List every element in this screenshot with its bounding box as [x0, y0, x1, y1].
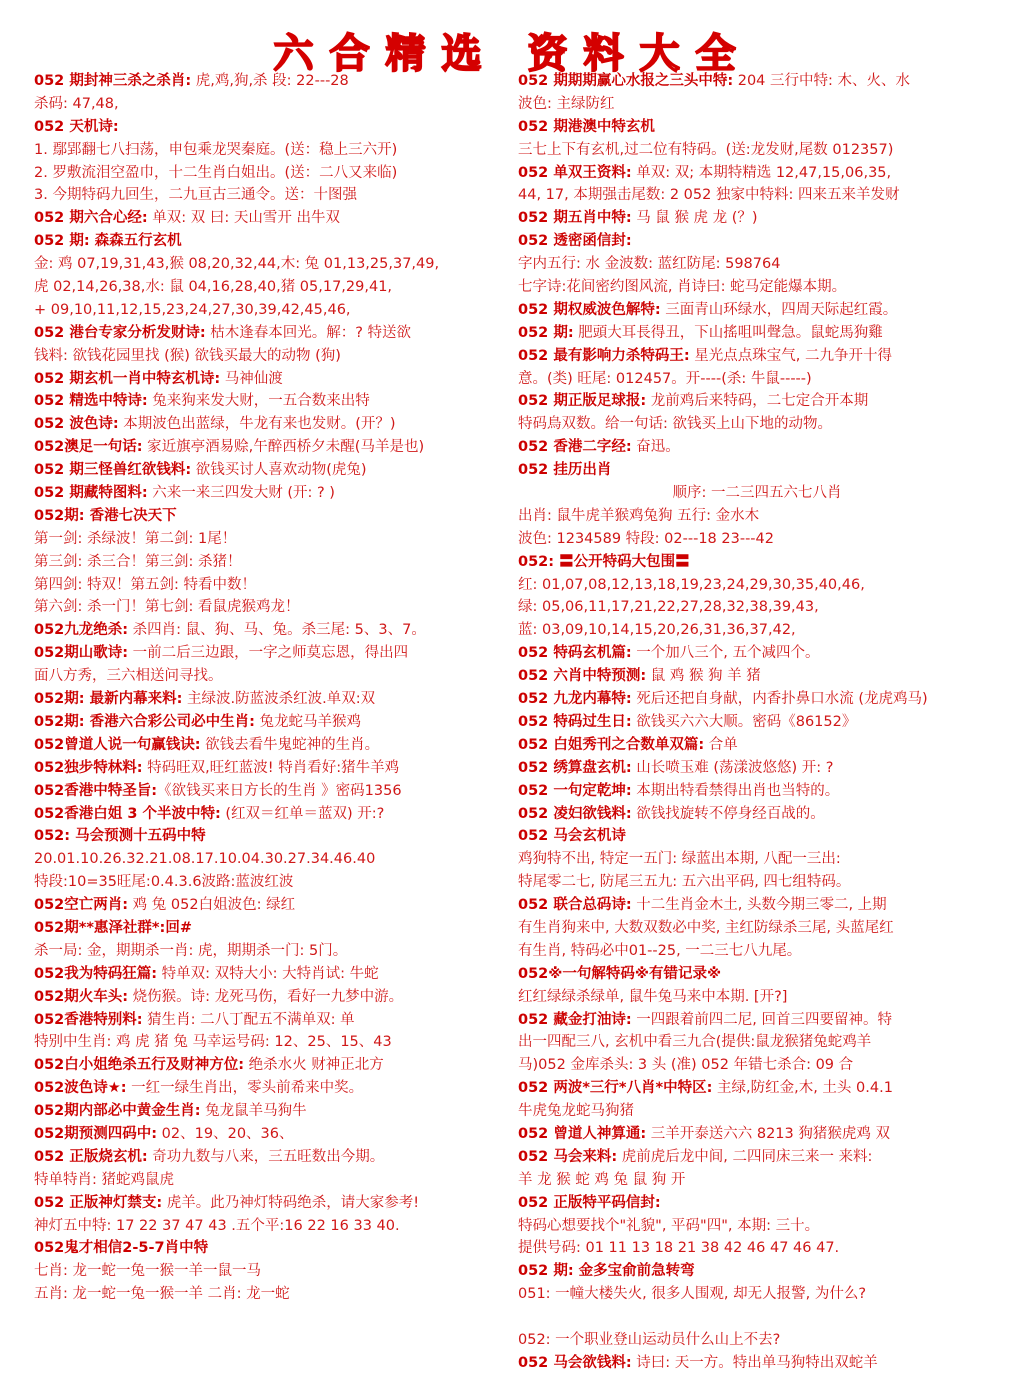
right-line: [518, 734, 996, 757]
line-heading: 052 马会玄机诗: [518, 828, 626, 845]
left-line: [34, 162, 512, 185]
line-heading: 052 香港二字经:: [518, 439, 632, 456]
line-text: 一红一绿生肖出，零头前希来中奖。: [126, 1080, 364, 1097]
line-text: 虎 02,14,26,38,水: 鼠 04,16,28,40,猪 05,17,29,41,: [34, 279, 393, 296]
left-line: [34, 184, 512, 207]
left-line: [34, 574, 512, 597]
right-line: [518, 1100, 996, 1123]
right-line: [518, 368, 996, 391]
right-line: [518, 1077, 996, 1100]
left-line: [34, 1215, 512, 1238]
right-line: [518, 1054, 996, 1077]
line-text: 五肖: 龙一蛇一兔一猴一羊 二肖: 龙一蛇: [34, 1286, 290, 1303]
right-line: [518, 390, 996, 413]
line-text: 鸡 兔 052白姐波色: 绿红: [128, 897, 296, 914]
right-line: [518, 665, 996, 688]
line-heading: 052期火车头:: [34, 988, 129, 1005]
right-line: [518, 459, 996, 482]
line-heading: 052 藏金打油诗:: [518, 1011, 632, 1028]
line-heading: 052期: 香港七决天下: [34, 507, 177, 524]
left-line: [34, 642, 512, 665]
line-text: 本期出特看禁得出肖也当特的。: [631, 782, 840, 799]
left-line: [34, 825, 512, 848]
page-title: 六合精选 资料大全: [273, 30, 752, 77]
line-text: 诗曰: 天一方。特出单马狗特出双蛇羊: [631, 1354, 878, 1371]
line-text: 《欲钱买来日方长的生肖 》密码1356: [157, 782, 402, 799]
left-line: [34, 436, 512, 459]
line-heading: 052: 马会预测十五码中特: [34, 828, 206, 845]
line-text: 红红绿绿杀绿单, 鼠牛兔马来中本期. [开?]: [518, 988, 788, 1005]
line-heading: 052期**惠泽社群*:回#: [34, 919, 192, 936]
line-text: 龙前鸡后来特码，二七定合开本期: [646, 393, 869, 410]
left-line: [34, 1260, 512, 1283]
line-text: 绝杀水火 财神正北方: [244, 1057, 384, 1074]
line-text: 出一四配三八, 玄机中看三九合(提供:鼠龙猴猪兔蛇鸡羊: [518, 1034, 872, 1051]
right-line: [518, 848, 996, 871]
line-text: 兔龙蛇马羊猴鸡: [254, 713, 362, 730]
line-heading: 052 白姐秀刊之合数单双篇:: [518, 736, 705, 753]
right-line: [518, 1352, 996, 1375]
line-text: 杀一局: 金，期期杀一肖: 虎，期期杀一门: 5门。: [34, 942, 348, 959]
right-line: [518, 528, 996, 551]
right-line: [518, 413, 996, 436]
right-line: [518, 1123, 996, 1146]
line-text: 提供号码: 01 11 13 18 21 38 42 46 47 46 47.: [518, 1240, 840, 1257]
line-heading: 052 六肖中特预测:: [518, 668, 647, 685]
left-line: [34, 345, 512, 368]
line-text: 肥頭大耳長得丑，下山搖咀叫聲急。鼠蛇馬狗雞: [573, 324, 883, 341]
right-line: [518, 70, 996, 93]
line-heading: 052鬼才相信2-5-7肖中特: [34, 1240, 209, 1257]
line-text: 牛虎兔龙蛇马狗猪: [518, 1103, 634, 1120]
line-text: 有生肖狗来中, 大数双数必中奖, 主红防绿杀三尾, 头蓝尾红: [518, 919, 894, 936]
line-text: 1. 鄢郢翻七八扫荡，申包乘龙哭秦庭。(送：稳上三六开): [34, 141, 398, 158]
line-heading: 052 期玄机一肖中特玄机诗:: [34, 370, 221, 387]
line-text: 兔来狗来发大财，一五合数来出特: [147, 393, 370, 410]
left-line: [34, 551, 512, 574]
line-text: 杀四肖: 鼠、狗、马、兔。杀三尾: 5、3、7。: [128, 622, 426, 639]
left-line: [34, 230, 512, 253]
line-text: 3. 今期特码九回生，二九亘古三通令。送：十图强: [34, 187, 357, 204]
line-text: 02、19、20、36、: [157, 1125, 294, 1142]
left-line: [34, 505, 512, 528]
line-heading: 052澳足一句话:: [34, 439, 143, 456]
line-text: 三面青山环绿水，四周天际起红霞。: [660, 301, 898, 318]
line-heading: 052 绣算盘玄机:: [518, 759, 632, 776]
line-text: 44, 17, 本期强击尾数: 2 052 独家中特料: 四来五来羊发财: [518, 187, 900, 204]
line-text: 奋迅。: [631, 439, 680, 456]
line-text: 特码鳥双数。给一句话: 欲钱买上山下地的动物。: [518, 416, 832, 433]
line-text: 欲钱去看牛鬼蛇神的生肖。: [200, 736, 380, 753]
line-text: 马神仙渡: [220, 370, 283, 387]
line-heading: 052 期: 金多宝俞前急转弯: [518, 1263, 695, 1280]
line-text: 欲钱买六六大顺。密码《86152》: [631, 713, 857, 730]
line-text: 特段:10=35旺尾:0.4.3.6波路:蓝波红波: [34, 874, 294, 891]
line-text: 家近旗亭酒易赊,午醉西桥夕未醒(马羊是也): [142, 439, 425, 456]
line-heading: 052 期三怪兽红欲钱料:: [34, 462, 192, 479]
line-text: 欲钱买讨人喜欢动物(虎兔): [191, 462, 367, 479]
line-text: 特别中生肖: 鸡 虎 猪 兔 马幸运号码: 12、25、15、43: [34, 1034, 392, 1051]
left-line: [34, 780, 512, 803]
line-text: 特码心想要找个"礼貌", 平码"四", 本期: 三十。: [518, 1217, 820, 1234]
left-line: [34, 1123, 512, 1146]
left-line: [34, 139, 512, 162]
right-line: [518, 894, 996, 917]
left-line: [34, 871, 512, 894]
line-heading: 052香港中特圣旨:: [34, 782, 158, 799]
line-heading: 052 港台专家分析发财诗:: [34, 324, 206, 341]
line-heading: 052 正版特平码信封:: [518, 1194, 661, 1211]
left-line: [34, 711, 512, 734]
left-line: [34, 1100, 512, 1123]
right-line: [518, 803, 996, 826]
line-text: 神灯五中特: 17 22 37 47 43 .五个平:16 22 16 33 40.: [34, 1217, 400, 1234]
line-text: 一四跟着前四二尼, 回首三四要留神。特: [631, 1011, 892, 1028]
right-line: [518, 436, 996, 459]
line-heading: 052 期正版足球报:: [518, 393, 647, 410]
line-text: 钱料: 欲钱花园里找 (猴) 欲钱买最大的动物 (狗): [34, 347, 341, 364]
left-line: [34, 963, 512, 986]
line-heading: 052期: 香港六合彩公司必中生肖:: [34, 713, 255, 730]
line-heading: 052空亡两肖:: [34, 897, 129, 914]
line-text: 蓝: 03,09,10,14,15,20,26,31,36,37,42,: [518, 622, 796, 639]
line-text: 面八方秀，三六相送问寻找。: [34, 668, 223, 685]
line-heading: 052 期: 森森五行玄机: [34, 233, 182, 250]
line-text: 波色: 主绿防红: [518, 95, 615, 112]
line-heading: 052白小姐绝杀五行及财神方位:: [34, 1057, 245, 1074]
line-text: 第四剑: 特双！第五剑: 特看中数！: [34, 576, 256, 593]
line-heading: 052 期藏特图料:: [34, 485, 148, 502]
line-text: 单双: 双 曰: 天山雪开 出牛双: [147, 210, 340, 227]
right-line: [518, 780, 996, 803]
right-line: [518, 162, 996, 185]
line-text: 绿: 05,06,11,17,21,22,27,28,32,38,39,43,: [518, 599, 819, 616]
line-heading: 052 挂历出肖: [518, 462, 612, 479]
line-text: 合单: [704, 736, 738, 753]
line-heading: 052期预测四码中:: [34, 1125, 158, 1142]
right-line: [518, 619, 996, 642]
right-line: [518, 139, 996, 162]
line-text: 虎前虎后龙中间, 二四同床三来一 来料:: [617, 1148, 873, 1165]
right-line: [518, 688, 996, 711]
line-heading: 052 两波*三行*八肖*中特区:: [518, 1080, 713, 1097]
left-line: [34, 528, 512, 551]
left-line: [34, 390, 512, 413]
right-line: [518, 505, 996, 528]
right-line: [518, 1260, 996, 1283]
line-heading: 052 期六合心经:: [34, 210, 148, 227]
left-line: [34, 482, 512, 505]
line-text: 六来一来三四发大财 (开: ? ): [147, 485, 335, 502]
line-heading: 052※一句解特码※有错记录※: [518, 965, 722, 982]
line-text: 奇功九数与八来，三五旺数出今期。: [147, 1148, 385, 1165]
line-text: 烧伤猴。诗: 龙死马伤，看好一九梦中游。: [128, 988, 404, 1005]
right-line: [518, 230, 996, 253]
right-line: [518, 711, 996, 734]
line-heading: 052香港白姐 3 个半波中特:: [34, 805, 221, 822]
left-line: [34, 459, 512, 482]
line-text: 马 鼠 猴 虎 龙 (？): [631, 210, 758, 227]
left-column: [34, 70, 512, 1306]
right-line: [518, 1146, 996, 1169]
line-heading: 052 马会欲钱料:: [518, 1354, 632, 1371]
left-line: [34, 894, 512, 917]
line-heading: 052 正版神灯禁支:: [34, 1194, 163, 1211]
line-text: 兔龙鼠羊马狗牛: [200, 1103, 307, 1120]
right-line: [518, 345, 996, 368]
line-heading: 052 单双王资料:: [518, 164, 632, 181]
left-line: [34, 299, 512, 322]
right-line: [518, 93, 996, 116]
line-heading: 052独步特林料:: [34, 759, 143, 776]
right-line: [518, 1215, 996, 1238]
line-heading: 052 透密函信封:: [518, 233, 632, 250]
right-line: [518, 1237, 996, 1260]
line-text: (红双＝红单＝蓝双) 开:?: [220, 805, 385, 822]
left-line: [34, 207, 512, 230]
right-line: [518, 642, 996, 665]
line-heading: 052我为特码狂篇:: [34, 965, 158, 982]
line-text: 金: 鸡 07,19,31,43,猴 08,20,32,44,木: 兔 01,13,25,37,49,: [34, 256, 440, 273]
line-heading: 052九龙绝杀:: [34, 622, 129, 639]
left-line: [34, 93, 512, 116]
left-line: [34, 596, 512, 619]
line-text: 特码旺双,旺红蓝波! 特肖看好:猪牛羊鸡: [142, 759, 400, 776]
line-text: 204 三行中特: 木、火、水: [733, 73, 911, 89]
left-line: [34, 1283, 512, 1306]
left-line: [34, 116, 512, 139]
right-line: [518, 551, 996, 574]
line-text: 052: 一个职业登山运动员什么山上不去?: [518, 1331, 781, 1348]
line-text: 第六剑: 杀一门！第七剑: 看鼠虎猴鸡龙！: [34, 599, 300, 616]
line-text: 特单双: 双特大小: 大特肖试: 牛蛇: [157, 965, 379, 982]
left-line: [34, 734, 512, 757]
line-text: 星光点点珠宝气, 二九争开十得: [689, 347, 892, 364]
line-heading: 052 特码过生日:: [518, 713, 632, 730]
right-column: [518, 70, 996, 1375]
line-text: 七字诗:花间密约图风流, 肖诗曰: 蛇马定能爆本期。: [518, 279, 847, 296]
left-line: [34, 368, 512, 391]
right-line: [518, 1329, 996, 1352]
line-text: 本期波色出蓝绿，牛龙有来也发财。(开？): [118, 416, 396, 433]
line-text: 051: 一幢大楼失火, 很多人围观, 却无人报警, 为什么?: [518, 1286, 867, 1303]
left-line: [34, 848, 512, 871]
line-text: 一前二后三边跟，一字之师莫忘恩，得出四: [128, 645, 409, 662]
line-text: 杀码: 47,48,: [34, 95, 119, 112]
left-line: [34, 1192, 512, 1215]
line-text: 单双: 双; 本期特精选 12,47,15,06,35,: [631, 164, 892, 181]
left-line: [34, 803, 512, 826]
line-text: 七肖: 龙一蛇一兔一猴一羊一鼠一马: [34, 1263, 261, 1280]
line-heading: 052香港特别料:: [34, 1011, 143, 1028]
line-text: 羊 龙 猴 蛇 鸡 兔 鼠 狗 开: [518, 1171, 686, 1188]
line-heading: 052 一句定乾坤:: [518, 782, 632, 799]
right-line: [518, 322, 996, 345]
right-line: [518, 207, 996, 230]
line-heading: 052 期封神三杀之杀肖:: [34, 73, 192, 89]
right-line: [518, 871, 996, 894]
line-text: 死后还把自身献，内香扑鼻口水流 (龙虎鸡马): [631, 691, 928, 708]
left-line: [34, 276, 512, 299]
left-line: [34, 940, 512, 963]
right-line: [518, 1169, 996, 1192]
right-line: [518, 963, 996, 986]
line-text: 三七上下有玄机,过二位有特码。(送:龙发财,尾数 012357): [518, 141, 894, 158]
right-line: [518, 299, 996, 322]
line-text: 第三剑: 杀三合！第三剑: 杀猪！: [34, 553, 242, 570]
right-line: [518, 596, 996, 619]
line-heading: 052 曾道人神算通:: [518, 1125, 647, 1142]
left-line: [34, 413, 512, 436]
line-heading: 052波色诗★:: [34, 1080, 127, 1097]
left-line: [34, 1054, 512, 1077]
line-text: 20.01.10.26.32.21.08.17.10.04.30.27.34.46.40: [34, 851, 376, 868]
line-heading: 052 期:: [518, 324, 574, 341]
line-text: 虎,鸡,狗,杀 段: 22---28: [191, 73, 349, 89]
left-line: [34, 1237, 512, 1260]
line-heading: 052 期港澳中特玄机: [518, 118, 655, 135]
right-line: [518, 986, 996, 1009]
line-heading: 052 特码玄机篇:: [518, 645, 632, 662]
right-line: [518, 116, 996, 139]
right-line: [518, 940, 996, 963]
line-text: 特尾零二七, 防尾三五九: 五六出平码, 四七组特码。: [518, 874, 851, 891]
line-text: + 09,10,11,12,15,23,24,27,30,39,42,45,46,: [34, 301, 351, 318]
left-line: [34, 619, 512, 642]
line-heading: 052 联合总码诗:: [518, 897, 632, 914]
line-heading: 052: 〓公开特码大包围〓: [518, 553, 690, 570]
right-line: [518, 1306, 996, 1329]
right-line: [518, 825, 996, 848]
line-text: 一个加八三个, 五个减四个。: [631, 645, 820, 662]
right-line: [518, 1009, 996, 1032]
left-line: [34, 1146, 512, 1169]
line-text: 虎羊。此乃神灯特码绝杀，请大家参考!: [162, 1194, 420, 1211]
right-line: [518, 757, 996, 780]
line-text: 出肖: 鼠牛虎羊猴鸡兔狗 五行: 金水木: [518, 507, 760, 524]
line-heading: 052 期五肖中特:: [518, 210, 632, 227]
left-line: [34, 253, 512, 276]
left-line: [34, 70, 512, 93]
left-line: [34, 1031, 512, 1054]
line-heading: 052 期期期赢心水报之三头中特:: [518, 73, 734, 89]
right-line: [518, 253, 996, 276]
line-text: 枯木逢春本回光。解：? 特送欲: [205, 324, 412, 341]
line-text: 特单特肖: 猪蛇鸡鼠虎: [34, 1171, 174, 1188]
line-heading: 052 马会来料:: [518, 1148, 618, 1165]
left-line: [34, 665, 512, 688]
right-line: [518, 276, 996, 299]
line-heading: 052 最有影响力杀特码王:: [518, 347, 690, 364]
line-heading: 052曾道人说一句赢钱诀:: [34, 736, 201, 753]
line-text: 鼠 鸡 猴 狗 羊 猪: [646, 668, 761, 685]
line-text: 猜生肖: 二八丁配五不满单双: 单: [142, 1011, 355, 1028]
line-heading: 052 正版烧玄机:: [34, 1148, 148, 1165]
right-line: [518, 1283, 996, 1306]
line-text: 2. 罗敷流泪空盈巾，十二生肖白姐出。(送：二八又来临): [34, 164, 398, 181]
line-heading: 052 天机诗:: [34, 118, 119, 135]
line-text: 字内五行: 水 金波数: 蓝红防尾: 598764: [518, 256, 781, 273]
line-heading: 052 凌妇欲钱料:: [518, 805, 632, 822]
line-text: 三羊开泰送六六 8213 狗猪猴虎鸡 双: [646, 1125, 890, 1142]
right-line: [518, 1031, 996, 1054]
line-heading: 052 期权威波色解特:: [518, 301, 661, 318]
line-text: 第一剑: 杀绿波！第二剑: 1尾！: [34, 530, 237, 547]
right-line: [518, 917, 996, 940]
line-text: 顺序: 一二三四五六七八肖: [672, 485, 842, 502]
right-line: [518, 574, 996, 597]
line-text: 红: 01,07,08,12,13,18,19,23,24,29,30,35,40,46,: [518, 576, 865, 593]
line-heading: 052期山歌诗:: [34, 645, 129, 662]
line-text: 欲钱找旋转不停身经百战的。: [631, 805, 825, 822]
left-line: [34, 1077, 512, 1100]
left-line: [34, 757, 512, 780]
line-heading: 052 精选中特诗:: [34, 393, 148, 410]
left-line: [34, 986, 512, 1009]
left-line: [34, 1009, 512, 1032]
right-line: [518, 1192, 996, 1215]
line-heading: 052期内部必中黄金生肖:: [34, 1103, 201, 1120]
line-text: 波色: 1234589 特段: 02---18 23---42: [518, 530, 774, 547]
line-text: 马)052 金库杀头: 3 头 (准) 052 年错七杀合: 09 合: [518, 1057, 854, 1074]
line-text: 主绿波.防蓝波杀红波.单双:双: [182, 691, 376, 708]
line-text: 主绿,防红金,木, 土头 0.4.1: [712, 1080, 893, 1097]
left-line: [34, 917, 512, 940]
left-line: [34, 1169, 512, 1192]
right-line: [518, 482, 996, 505]
left-line: [34, 322, 512, 345]
line-text: 十二生肖金木土, 头数今期三零二, 上期: [631, 897, 887, 914]
line-text: 意。(类) 旺尾: 012457。开----(杀: 牛鼠-----): [518, 370, 812, 387]
left-line: [34, 688, 512, 711]
line-text: 山长喷玉难 (荡漾波悠悠) 开: ?: [631, 759, 834, 776]
line-heading: 052期: 最新内幕来料:: [34, 691, 183, 708]
right-line: [518, 184, 996, 207]
line-text: 有生肖, 特码必中01--25, 一二三七八九尾。: [518, 942, 802, 959]
line-heading: 052 九龙内幕特:: [518, 691, 632, 708]
line-text: 鸡狗特不出, 特定一五门: 绿蓝出本期, 八配一三出:: [518, 851, 841, 868]
line-heading: 052 波色诗:: [34, 416, 119, 433]
